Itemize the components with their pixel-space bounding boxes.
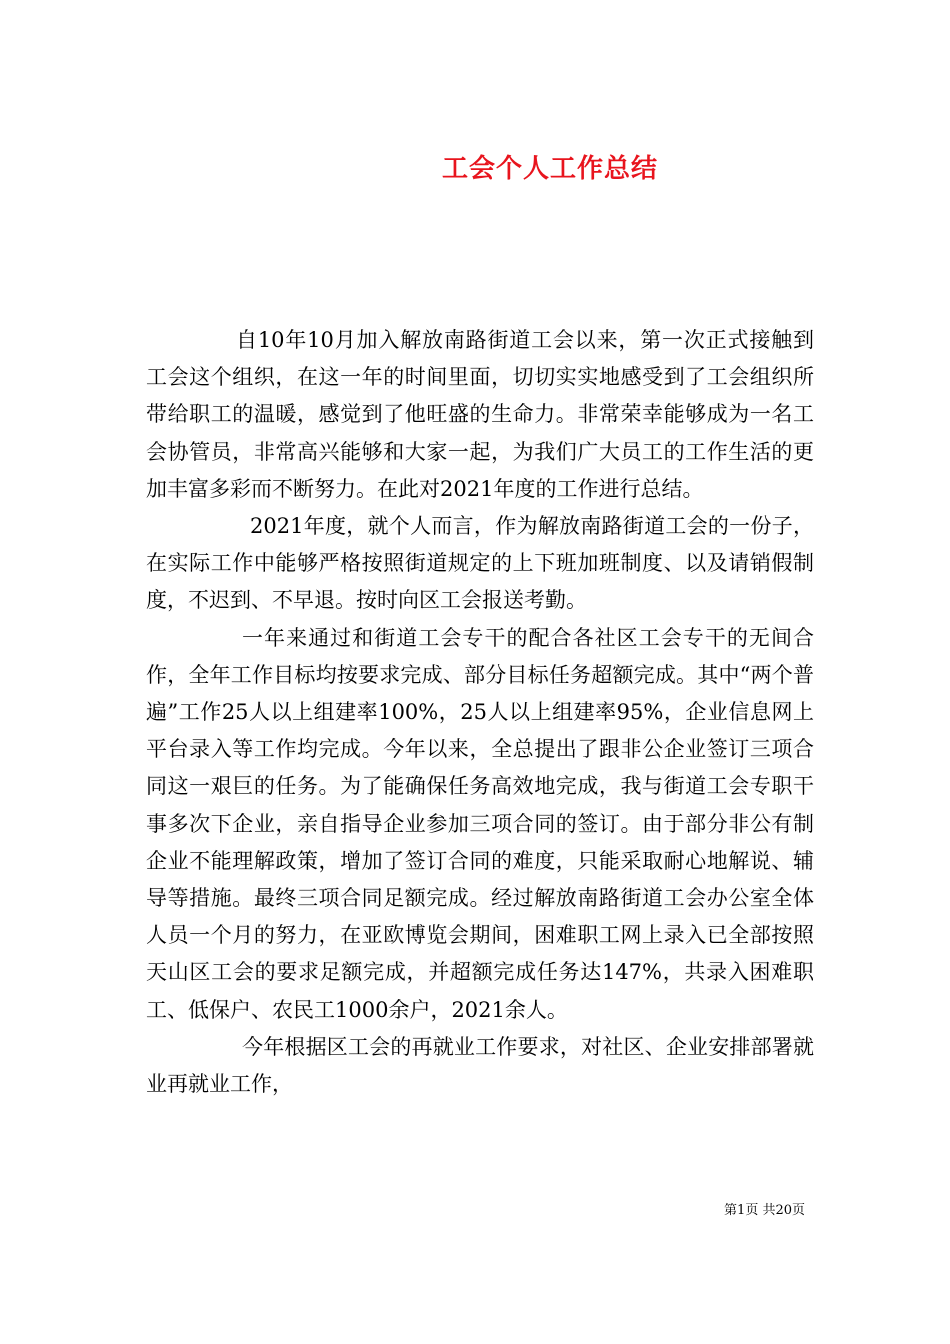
paragraph-2: 2021年度，就个人而言，作为解放南路街道工会的一份子，在实际工作中能够严格按照街道规定的上下班加班制度、以及请销假制度，不迟到、不早退。按时向区工会报送考勤。 bbox=[146, 514, 814, 613]
paragraph-1: 自10年10月加入解放南路街道工会以来，第一次正式接触到工会这个组织，在这一年的时间里面，切切实实地感受到了工会组织所带给职工的温暖，感觉到了他旺盛的生命力。非常荣幸能够成为一名工会协管员，非常高兴能够和大家一起，为我们广大员工的工作生活的更加丰富多彩而不断努力。在此对2021年度的工作进行总结。 bbox=[146, 328, 814, 501]
document-title: 工会个人工作总结 bbox=[441, 154, 658, 185]
paragraph-3: 一年来通过和街道工会专干的配合各社区工会专干的无间合作，全年工作目标均按要求完成、部分目标任务超额完成。其中“两个普遍”工作25人以上组建率100%，25人以上组建率95%，企业信息网上平台录入等工作均完成。今年以来，全总提出了跟非公企业签订三项合同这一艰巨的任务。为了能确保任务高效地完成，我与街道工会专职干事多次下企业，亲自指导企业参加三项合同的签订。由于部分非公有制企业不能理解政策，增加了签订合同的难度，只能采取耐心地解说、辅导等措施。最终三项合同足额完成。经过解放南路街道工会办公室全体人员一个月的努力，在亚欧博览会期间，困难职工网上录入已全部按照天山区工会的要求足额完成，并超额完成任务达147%，共录入困难职工、低保户、农民工1000余户，2021余人。 bbox=[146, 625, 814, 1022]
paragraph-4: 今年根据区工会的再就业工作要求，对社区、企业安排部署就业再就业工作， bbox=[146, 1034, 814, 1097]
document-body bbox=[146, 322, 814, 1103]
page-number-footer: 第1页 共20页 bbox=[724, 1203, 805, 1218]
